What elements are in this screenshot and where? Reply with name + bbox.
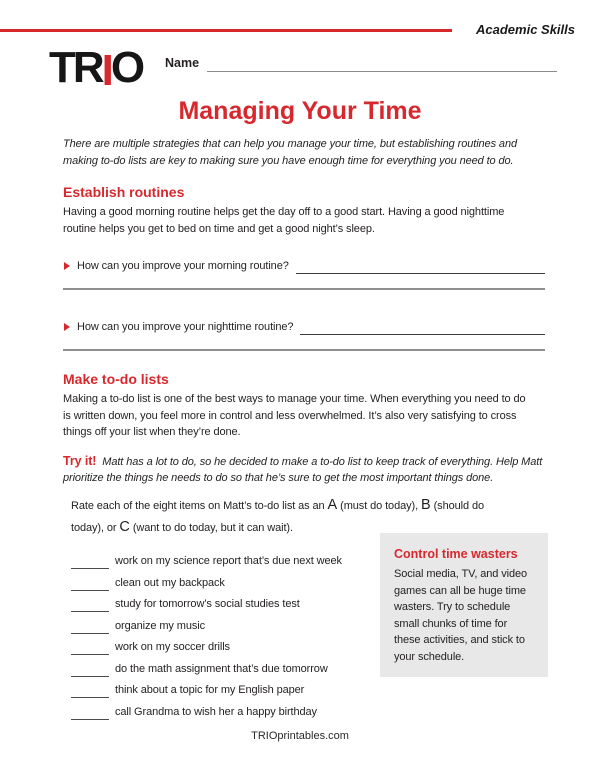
callout-line: these activities, and stick to [394,634,525,646]
rating-blank-line [71,556,109,569]
rating-instructions-line [71,495,545,517]
todo-item-text: think about a topic for my English paper [115,684,305,696]
rating-blank-line [71,642,109,655]
rating-blank-line [71,578,109,591]
intro-paragraph [63,136,545,169]
todo-item-text: organize my music [115,619,205,632]
rate-text: (want to do today, but it can wait). [129,521,293,534]
series-tag: Academic Skills [476,22,575,37]
callout-heading: Control time wasters [394,547,518,561]
callout-line: small chunks of time for [394,617,508,630]
grade-letter-a: A [327,496,338,513]
todo-item-text: do the math assignment that’s due tomorrow [115,662,328,675]
rating-blank-line [71,664,109,677]
triangle-bullet-icon [64,262,70,270]
try-it-label: Try it! [63,453,97,468]
grade-letter-c: C [119,518,130,535]
try-it-text: Matt has a lot to do, so he decided to make a to-do list to keep track of everything. Help Matt [96,455,543,468]
question-text: How can you improve your morning routine? [77,260,292,272]
section-heading-establish-routines: Establish routines [63,184,185,200]
rate-text: (should do [430,499,484,512]
section-heading-make-todo-lists: Make to-do lists [63,371,169,387]
logo-letter-o: O [110,43,143,92]
rating-blank-line [71,621,109,634]
todo-item-text: clean out my backpack [115,576,225,589]
body-line: is written down, you feel more in control and less overwhelmed. It’s also very satisfying to cross [63,409,517,422]
intro-line: making to-do lists are key to making sure you have enough time for everything you need to do. [63,154,514,167]
footer-website: TRIOprintables.com [251,730,349,742]
answer-continuation-line [63,349,545,351]
name-field-row [165,56,557,72]
answer-blank-line [300,321,545,335]
rate-text: today), or [71,521,120,534]
make-todo-lists-paragraph [63,391,545,441]
callout-line: your schedule. [394,650,465,663]
name-label: Name [165,56,200,70]
rating-blank-line [71,707,109,720]
try-it-line [63,453,545,471]
rating-blank-line [71,599,109,612]
triangle-bullet-icon [64,323,70,331]
todo-item-text: work on my science report that’s due next week [115,555,342,567]
callout-line: Social media, TV, and video [394,568,528,580]
todo-item-text: work on my soccer drills [115,641,230,653]
todo-item-row [71,677,545,699]
grade-letter-b: B [420,496,431,513]
rating-blank-line [71,685,109,698]
try-it-line: prioritize the things he needs to do so that he’s sure to get the most important things done. [63,472,494,484]
control-time-wasters-callout [380,533,548,677]
logo-letter-i-red: I [101,46,111,95]
todo-item-row [71,698,545,720]
rate-text: (must do today), [337,499,421,512]
answer-continuation-line [63,288,545,290]
try-it-paragraph [63,453,545,487]
body-line: things off your list when they’re done. [63,426,241,438]
name-blank-line [207,56,557,72]
page-title: Managing Your Time [178,97,422,125]
callout-line: games can all be huge time [394,584,526,597]
trio-logo [49,43,143,95]
logo-letters-tr: TR [49,43,102,92]
body-line: Having a good morning routine helps get the day off to a good start. Having a good nighttime [63,206,505,218]
callout-line: wasters. Try to schedule [394,601,511,613]
rating-instructions [71,495,545,539]
intro-line: There are multiple strategies that can help you manage your time, but establishing routines and [63,138,517,150]
establish-routines-paragraph [63,204,545,237]
header-red-rule [0,29,452,32]
question-nighttime-routine [63,319,545,335]
body-line: Making a to-do list is one of the best ways to manage your time. When everything you need to do [63,393,526,405]
question-text: How can you improve your nighttime routine? [77,321,297,333]
todo-item-text: call Grandma to wish her a happy birthday [115,705,317,718]
answer-blank-line [296,260,545,274]
question-morning-routine [63,258,545,274]
body-line: routine helps you get to bed on time and get a good night’s sleep. [63,222,375,235]
todo-item-text: study for tomorrow’s social studies test [115,598,300,610]
rate-text: Rate each of the eight items on Matt’s to-do list as an [71,499,328,512]
